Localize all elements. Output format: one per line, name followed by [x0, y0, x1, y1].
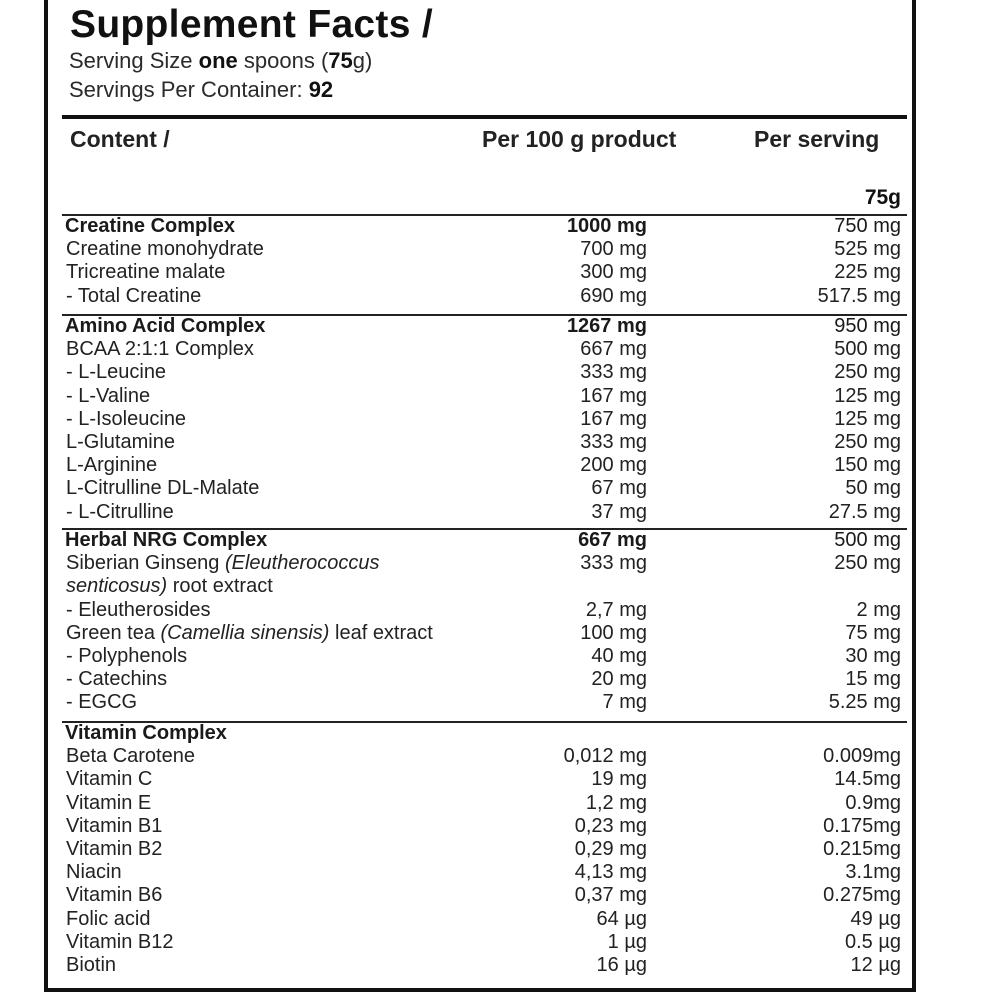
nutrient-name — [66, 622, 433, 645]
nutrient-name-text: Green tea — [66, 621, 161, 644]
table-row — [0, 431, 991, 454]
nutrient-name-text: Folic acid — [66, 907, 151, 930]
value-per-serving: 27.5 mg — [828, 500, 901, 523]
nutrient-name-text: - Catechins — [66, 668, 168, 691]
nutrient-name-text: - Eleutherosides — [66, 598, 211, 621]
value-per-serving: 950 mg — [834, 315, 901, 337]
nutrient-name-text: Niacin — [66, 861, 122, 884]
nutrient-name — [66, 908, 150, 931]
value-per-100g: 67 mg — [591, 477, 647, 500]
table-row — [0, 861, 991, 884]
group-row — [0, 529, 991, 552]
serving-size-unit: spoons ( — [243, 48, 329, 73]
nutrient-name — [66, 338, 254, 361]
nutrient-name — [66, 501, 174, 524]
value-per-serving: 0.175mg — [823, 814, 901, 837]
nutrient-name — [66, 884, 162, 907]
group-row — [0, 315, 991, 338]
table-row — [0, 622, 991, 645]
nutrient-name-text: Herbal NRG Complex — [65, 529, 268, 551]
nutrient-name-text: L-Citrulline DL-Malate — [66, 477, 260, 500]
nutrient-name — [66, 361, 166, 384]
nutrient-name-text: Vitamin B1 — [66, 814, 163, 837]
value-per-serving: 5.25 mg — [828, 691, 901, 714]
nutrient-name-suffix: leaf extract — [329, 621, 433, 644]
nutrient-name — [66, 575, 273, 598]
nutrient-name-text: - L-Valine — [66, 384, 151, 407]
nutrient-latin-name: (Eleutherococcus — [224, 552, 380, 575]
value-per-serving: 0.5 µg — [844, 930, 901, 953]
value-per-serving: 2 mg — [856, 598, 901, 621]
table-row — [0, 645, 991, 668]
value-per-serving: 0.9mg — [845, 791, 901, 814]
table-row — [0, 931, 991, 954]
value-per-serving: 125 mg — [834, 384, 901, 407]
nutrient-latin-name: (Camellia sinensis) — [160, 621, 330, 644]
servings-per-container-value: 92 — [308, 77, 334, 102]
table-row — [0, 477, 991, 500]
value-per-serving: 75 mg — [845, 621, 901, 644]
value-per-100g: 700 mg — [580, 238, 647, 261]
nutrient-name-text: Tricreatine malate — [66, 261, 226, 284]
value-per-100g: 667 mg — [580, 338, 647, 361]
group-name — [65, 315, 265, 338]
value-per-serving: 125 mg — [834, 407, 901, 430]
table-row — [0, 361, 991, 384]
group-name — [65, 722, 227, 745]
value-per-100g: 200 mg — [580, 454, 647, 477]
value-per-100g: 167 mg — [580, 384, 647, 407]
value-per-100g: 300 mg — [580, 261, 647, 284]
table-row — [0, 745, 991, 768]
table-row — [0, 884, 991, 907]
nutrient-name — [66, 745, 195, 768]
nutrient-name — [66, 431, 175, 454]
value-per-serving: 12 µg — [850, 954, 901, 976]
value-per-serving: 250 mg — [834, 361, 901, 384]
nutrient-latin-name: senticosus) — [66, 575, 168, 598]
table-row — [0, 261, 991, 284]
value-per-100g: 1267 mg — [566, 315, 647, 337]
nutrient-name-text: - L-Leucine — [66, 361, 167, 384]
value-per-serving: 525 mg — [834, 238, 901, 261]
nutrient-name — [66, 599, 211, 622]
value-per-100g: 40 mg — [591, 645, 647, 667]
value-per-serving: 49 µg — [850, 907, 901, 930]
nutrient-name — [66, 931, 173, 954]
header-per-100g: Per 100 g product — [482, 126, 677, 152]
nutrient-name-text: - Total Creatine — [66, 284, 202, 307]
nutrient-name — [66, 645, 187, 668]
nutrient-name-suffix: root extract — [167, 575, 273, 598]
value-per-100g: 16 µg — [596, 954, 647, 976]
value-per-serving: 0.009mg — [823, 745, 901, 768]
group-name — [65, 529, 267, 552]
value-per-serving: 250 mg — [834, 431, 901, 453]
value-per-100g: 667 mg — [578, 529, 647, 551]
nutrient-name — [66, 838, 162, 861]
value-per-100g: 100 mg — [580, 621, 647, 644]
table-row — [0, 838, 991, 861]
value-per-serving: 500 mg — [834, 338, 901, 361]
nutrient-name-text: - Polyphenols — [66, 645, 188, 667]
nutrient-name-text: - L-Citrulline — [66, 500, 174, 523]
nutrient-name — [66, 238, 264, 261]
nutrient-name-text: Vitamin B12 — [66, 930, 174, 953]
nutrient-name — [66, 477, 259, 500]
value-per-serving: 150 mg — [834, 454, 901, 477]
nutrient-name — [66, 861, 122, 884]
value-per-serving: 50 mg — [845, 477, 901, 500]
value-per-serving: 0.215mg — [823, 838, 901, 860]
value-per-100g: 0,37 mg — [574, 884, 647, 907]
nutrient-name — [66, 261, 225, 284]
value-per-100g: 1 µg — [607, 930, 647, 953]
nutrient-name-text: Beta Carotene — [66, 745, 195, 768]
nutrient-name-text: Amino Acid Complex — [65, 315, 266, 337]
table-row — [0, 599, 991, 622]
serving-size-label: Serving Size — [69, 48, 193, 73]
value-per-serving: 517.5 mg — [817, 284, 901, 307]
value-per-100g: 0,29 mg — [574, 838, 647, 860]
table-row — [0, 338, 991, 361]
value-per-100g: 0,012 mg — [563, 745, 647, 768]
group-row — [0, 215, 991, 238]
nutrient-name — [66, 385, 150, 408]
table-row — [0, 792, 991, 815]
value-per-100g: 20 mg — [591, 668, 647, 691]
table-row — [0, 285, 991, 308]
table-row — [0, 408, 991, 431]
nutrient-name — [66, 285, 201, 308]
value-per-100g: 333 mg — [580, 552, 647, 575]
nutrient-name-text: Siberian Ginseng — [66, 552, 225, 575]
nutrient-name — [66, 552, 380, 575]
value-per-100g: 64 µg — [596, 907, 647, 930]
nutrient-name — [66, 768, 152, 791]
value-per-100g: 690 mg — [580, 284, 647, 307]
value-per-serving: 500 mg — [834, 529, 901, 551]
nutrient-name-text: - L-Isoleucine — [66, 407, 187, 430]
table-row — [0, 385, 991, 408]
nutrient-name-text: - EGCG — [66, 691, 138, 714]
nutrient-name — [66, 815, 162, 838]
value-per-serving: 225 mg — [834, 261, 901, 284]
table-row — [0, 238, 991, 261]
nutrient-name-text: Vitamin C — [66, 768, 153, 791]
table-row — [0, 552, 991, 575]
nutrient-name-text: Vitamin Complex — [65, 722, 227, 744]
nutrient-name-text: BCAA 2:1:1 Complex — [66, 338, 254, 361]
nutrient-name — [66, 792, 151, 815]
nutrient-name — [66, 954, 116, 977]
value-per-serving: 3.1mg — [845, 861, 901, 884]
serving-size-close: g) — [352, 48, 373, 73]
table-row — [0, 768, 991, 791]
value-per-serving: 15 mg — [845, 668, 901, 691]
nutrient-name — [66, 454, 157, 477]
table-row — [0, 954, 991, 977]
value-per-serving: 14.5mg — [834, 768, 901, 791]
group-row — [0, 722, 991, 745]
header-content: Content / — [70, 126, 170, 152]
table-row — [0, 668, 991, 691]
value-per-serving: 30 mg — [845, 645, 901, 667]
nutrient-name — [66, 691, 137, 714]
value-per-100g: 37 mg — [591, 500, 647, 523]
table-row — [0, 454, 991, 477]
value-per-100g: 0,23 mg — [574, 814, 647, 837]
value-per-100g: 167 mg — [580, 407, 647, 430]
table-row — [0, 575, 991, 598]
value-per-100g: 2,7 mg — [585, 598, 647, 621]
value-per-serving: 250 mg — [834, 552, 901, 575]
table-row — [0, 501, 991, 524]
nutrient-name — [66, 408, 186, 431]
value-per-100g: 7 mg — [602, 691, 647, 714]
header-serving-size: 75g — [864, 186, 901, 209]
value-per-serving: 0.275mg — [823, 884, 901, 907]
value-per-100g: 1,2 mg — [585, 791, 647, 814]
group-name — [65, 215, 235, 238]
value-per-serving: 750 mg — [834, 215, 901, 237]
nutrient-name-text: Creatine Complex — [65, 215, 236, 237]
nutrient-name-text: Vitamin E — [66, 791, 152, 814]
nutrient-name-text: L-Glutamine — [66, 431, 175, 453]
serving-size-amount: one — [198, 48, 238, 73]
header-per-serving: Per serving — [754, 126, 880, 152]
value-per-100g: 4,13 mg — [574, 861, 647, 884]
table-row — [0, 908, 991, 931]
value-per-100g: 333 mg — [580, 431, 647, 453]
nutrient-name-text: Vitamin B6 — [66, 884, 163, 907]
value-per-100g: 333 mg — [580, 361, 647, 384]
page-title: Supplement Facts / — [70, 3, 433, 46]
table-row — [0, 691, 991, 714]
nutrient-name-text: L-Arginine — [66, 454, 158, 477]
nutrient-name-text: Vitamin B2 — [66, 838, 163, 860]
servings-per-container-label: Servings Per Container: — [69, 77, 303, 102]
nutrient-name-text: Biotin — [66, 954, 117, 976]
table-row — [0, 815, 991, 838]
nutrient-name-text: Creatine monohydrate — [66, 238, 264, 261]
value-per-100g: 19 mg — [591, 768, 647, 791]
value-per-100g: 1000 mg — [566, 215, 647, 237]
serving-size-grams: 75 — [328, 48, 353, 73]
nutrient-name — [66, 668, 167, 691]
